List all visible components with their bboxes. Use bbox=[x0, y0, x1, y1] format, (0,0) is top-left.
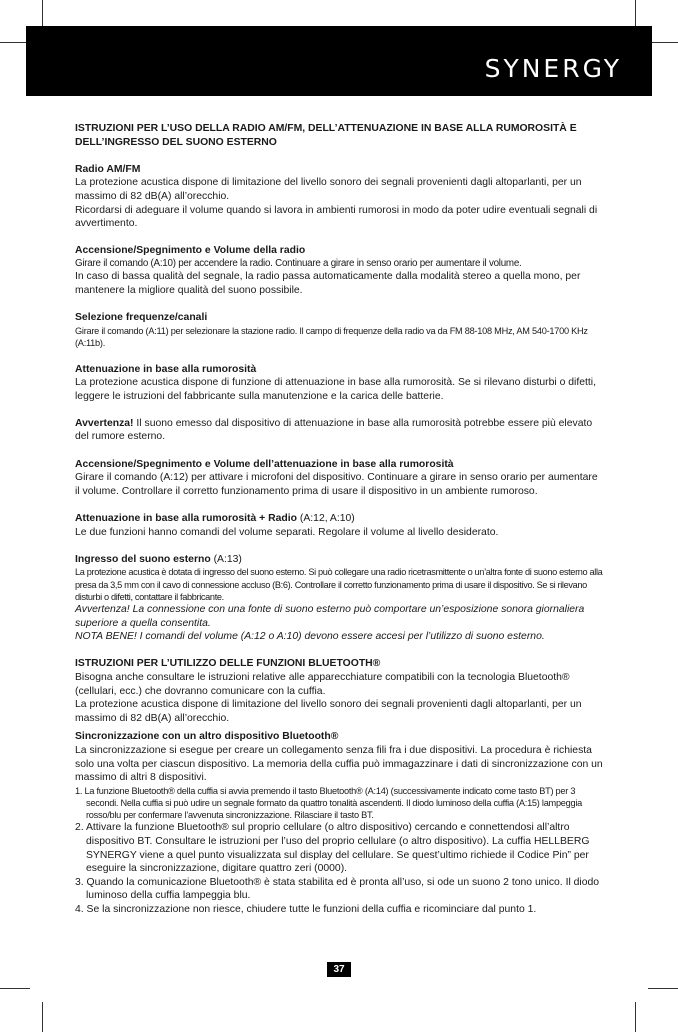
paragraph: La protezione acustica dispone di funzione di attenuazione in base alla rumorosità. Se si rilevano disturbi o difetti, leggere le istruzioni del fabbricante sulla manutenzione e la carica delle batterie. bbox=[75, 377, 596, 402]
section-heading: ISTRUZIONI PER L’UTILIZZO DELLE FUNZIONI BLUETOOTH® bbox=[75, 658, 381, 670]
crop-mark bbox=[648, 988, 678, 989]
section-heading: Accensione/Spegnimento e Volume dell’attenuazione in base alla rumorosità bbox=[75, 458, 454, 470]
reference: (A:13) bbox=[210, 553, 242, 565]
paragraph: La protezione acustica è dotata di ingresso del suono esterno. Si può collegare una radio ricetrasmittente o un’altra fonte di suono esterno alla presa da 3,5 mm con il cavo di connessione accluso (B:6). Controllare il corretto funzionamento prima di usare il dispositivo. Se si rilevano disturbi o difetti, contattare il fabbricante. bbox=[75, 567, 603, 602]
section-heading: Selezione frequenze/canali bbox=[75, 311, 208, 323]
paragraph: La protezione acustica dispone di limitazione del livello sonoro dei segnali provenienti dagli altoparlanti, per un massimo di 82 dB(A) all’orecchio. bbox=[75, 177, 582, 202]
section-heading: Radio AM/FM bbox=[75, 163, 141, 175]
section-heading: Attenuazione in base alla rumorosità bbox=[75, 363, 257, 375]
document-body bbox=[75, 122, 605, 917]
list-item: 2. Attivare la funzione Bluetooth® sul proprio cellulare (o altro dispositivo) cercando e connettendosi all’altro dispositivo BT. Consultare le istruzioni per l’uso del proprio cellulare (o altro dispositivo). La cuffia HELLBERG SYNERGY viene a quel punto visualizzata sul display del cellulare. Se quest’ultimo richiede il Codice Pin” per eseguire la sincronizzazione, digitare quattro zeri (0000). bbox=[75, 822, 590, 875]
list-item: 4. Se la sincronizzazione non riesce, chiudere tutte le funzioni della cuffia e ricominciare dal punto 1. bbox=[75, 903, 537, 915]
paragraph: La sincronizzazione si esegue per creare un collegamento senza fili fra i due dispositivi. La procedura è richiesta solo una volta per ciascun dispositivo. La memoria della cuffia può immagazzinare i dati di sincronizzazione con un massimo di altri 8 dispositivi. bbox=[75, 744, 603, 784]
paragraph: Girare il comando (A:12) per attivare i microfoni del dispositivo. Continuare a girare in senso orario per aumentare il volume. Controllare il corretto funzionamento prima di usare il dispositivo in un ambiente rumoroso. bbox=[75, 472, 598, 497]
section-heading: Attenuazione in base alla rumorosità + Radio bbox=[75, 513, 298, 525]
paragraph: Le due funzioni hanno comandi del volume separati. Regolare il volume al livello desiderato. bbox=[75, 526, 499, 538]
section-heading-line bbox=[75, 553, 605, 567]
warning-text: Il suono emesso dal dispositivo di attenuazione in base alla rumorosità potrebbe essere più elevato del rumore esterno. bbox=[75, 417, 593, 443]
paragraph: In caso di bassa qualità del segnale, la radio passa automaticamente dalla modalità stereo a quella mono, per mantenere la migliore qualità del suono possibile. bbox=[75, 271, 581, 296]
paragraph: Girare il comando (A:11) per selezionare la stazione radio. Il campo di frequenze della radio va da FM 88-108 MHz, AM 540-1700 KHz (A:11b). bbox=[75, 325, 588, 348]
warning-paragraph bbox=[75, 417, 605, 444]
paragraph: Bisogna anche consultare le istruzioni relative alle apparecchiature compatibili con la tecnologia Bluetooth® (cellulari, ecc.) che dovranno comunicare con la cuffia. bbox=[75, 672, 570, 697]
note-paragraph: NOTA BENE! I comandi del volume (A:12 o A:10) devono essere accesi per l’utilizzo di suono esterno. bbox=[75, 631, 545, 643]
paragraph: Ricordarsi di adeguare il volume quando si lavora in ambienti rumorosi in modo da poter udire eventuali segnali di avvertimento. bbox=[75, 204, 598, 230]
section-heading: Ingresso del suono esterno bbox=[75, 553, 211, 565]
list-item: 1. La funzione Bluetooth® della cuffia si avvia premendo il tasto Bluetooth® (A:14) (successivamente indicato come tasto BT) per 3 secondi. Nella cuffia si può udire un segnale formato da quattro tonalità ascendenti. Il diodo luminoso della cuffia (A:15) lampeggia rosso/blu per confermare l’avvenuta sincronizzazione. Rilasciare il tasto BT. bbox=[75, 785, 583, 821]
reference: (A:12, A:10) bbox=[297, 513, 355, 525]
warning-label: Avvertenza! bbox=[75, 417, 134, 429]
section-heading: Sincronizzazione con un altro dispositivo Bluetooth® bbox=[75, 731, 339, 743]
crop-mark bbox=[0, 988, 30, 989]
crop-mark bbox=[648, 42, 678, 43]
warning-paragraph: Avvertenza! La connessione con una fonte di suono esterno può comportare un’esposizione sonora giornaliera superiore a quella consentita. bbox=[75, 604, 585, 629]
page-number: 37 bbox=[327, 962, 351, 977]
paragraph: La protezione acustica dispone di limitazione del livello sonoro dei segnali provenienti dagli altoparlanti, per un massimo di 82 dB(A) all’orecchio. bbox=[75, 699, 582, 724]
paragraph: Girare il comando (A:10) per accendere la radio. Continuare a girare in senso orario per aumentare il volume. bbox=[75, 257, 522, 269]
section-heading: Accensione/Spegnimento e Volume della radio bbox=[75, 245, 306, 257]
section-heading-line bbox=[75, 512, 605, 526]
brand-logo: SYNERGY bbox=[484, 54, 622, 83]
list-item: 3. Quando la comunicazione Bluetooth® è stata stabilita ed è pronta all’uso, si ode un suono 2 tono unico. Il diodo luminoso della cuffia lampeggia blu. bbox=[75, 876, 600, 902]
crop-mark bbox=[42, 1002, 43, 1032]
page-title: ISTRUZIONI PER L’USO DELLA RADIO AM/FM, DELL’ATTENUAZIONE IN BASE ALLA RUMOROSITÀ E DELL’INGRESSO DEL SUONO ESTERNO bbox=[75, 123, 577, 148]
crop-mark bbox=[635, 1002, 636, 1032]
